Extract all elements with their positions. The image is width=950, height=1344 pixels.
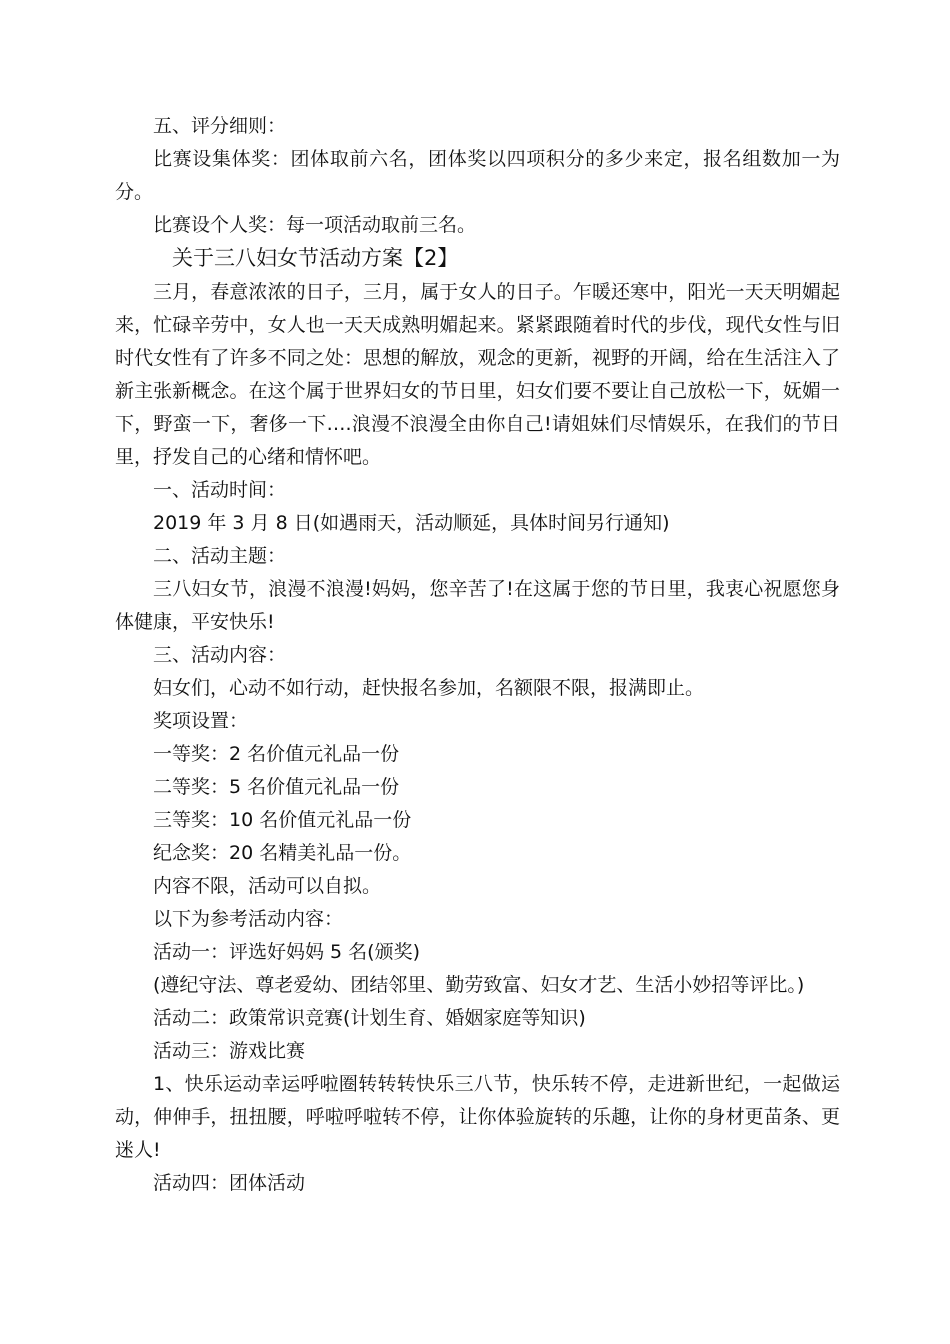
scoring-heading: 五、评分细则： <box>153 115 287 137</box>
group-award-paragraph: 比赛设集体奖：团体取前六名，团体奖以四项积分的多少来定，报名组数加一为分。 <box>115 148 840 203</box>
prize-second: 二等奖：5 名价值元礼品一份 <box>153 776 400 798</box>
content-heading: 三、活动内容： <box>153 644 287 666</box>
theme-heading: 二、活动主题： <box>153 545 287 567</box>
reference-heading: 以下为参考活动内容： <box>153 908 344 930</box>
activity-two: 活动二：政策常识竞赛(计划生育、婚姻家庭等知识) <box>153 1007 586 1029</box>
prize-first: 一等奖：2 名价值元礼品一份 <box>153 743 400 765</box>
prize-memorial: 纪念奖：20 名精美礼品一份。 <box>153 842 412 864</box>
content-paragraph: 妇女们，心动不如行动，赶快报名参加，名额限不限，报满即止。 <box>153 677 705 699</box>
activity-one: 活动一：评选好妈妈 5 名(颁奖) <box>153 941 420 963</box>
document-body <box>115 110 840 1200</box>
individual-award-paragraph: 比赛设个人奖：每一项活动取前三名。 <box>153 214 477 236</box>
theme-paragraph: 三八妇女节，浪漫不浪漫!妈妈，您辛苦了!在这属于您的节日里，我衷心祝愿您身体健康，平安快乐! <box>115 578 840 633</box>
activity-four: 活动四：团体活动 <box>153 1172 306 1194</box>
activity-three: 活动三：游戏比赛 <box>153 1040 306 1062</box>
time-heading: 一、活动时间： <box>153 479 287 501</box>
content-free-paragraph: 内容不限，活动可以自拟。 <box>153 875 382 897</box>
prize-third: 三等奖：10 名价值元礼品一份 <box>153 809 412 831</box>
activity-one-detail: (遵纪守法、尊老爱幼、团结邻里、勤劳致富、妇女才艺、生活小妙招等评比。) <box>153 974 805 996</box>
game-one-paragraph: 1、快乐运动幸运呼啦圈转转转快乐三八节，快乐转不停，走进新世纪，一起做运动，伸伸手，扭扭腰，呼啦呼啦转不停，让你体验旋转的乐趣，让你的身材更苗条、更迷人! <box>115 1073 840 1161</box>
time-paragraph: 2019 年 3 月 8 日(如遇雨天，活动顺延，具体时间另行通知) <box>153 512 670 534</box>
intro-paragraph: 三月，春意浓浓的日子，三月，属于女人的日子。乍暖还寒中，阳光一天天明媚起来，忙碌辛劳中，女人也一天天成熟明媚起来。紧紧跟随着时代的步伐，现代女性与旧时代女性有了许多不同之处：思想的解放，观念的更新，视野的开阔，给在生活注入了新主张新概念。在这个属于世界妇女的节日里，妇女们要不要让自己放松一下，妩媚一下，野蛮一下，奢侈一下….浪漫不浪漫全由你自己!请姐妹们尽情娱乐，在我们的节日里，抒发自己的心绪和情怀吧。 <box>115 281 840 468</box>
section-title: 关于三八妇女节活动方案【2】 <box>172 246 459 270</box>
prize-heading: 奖项设置： <box>153 710 249 732</box>
